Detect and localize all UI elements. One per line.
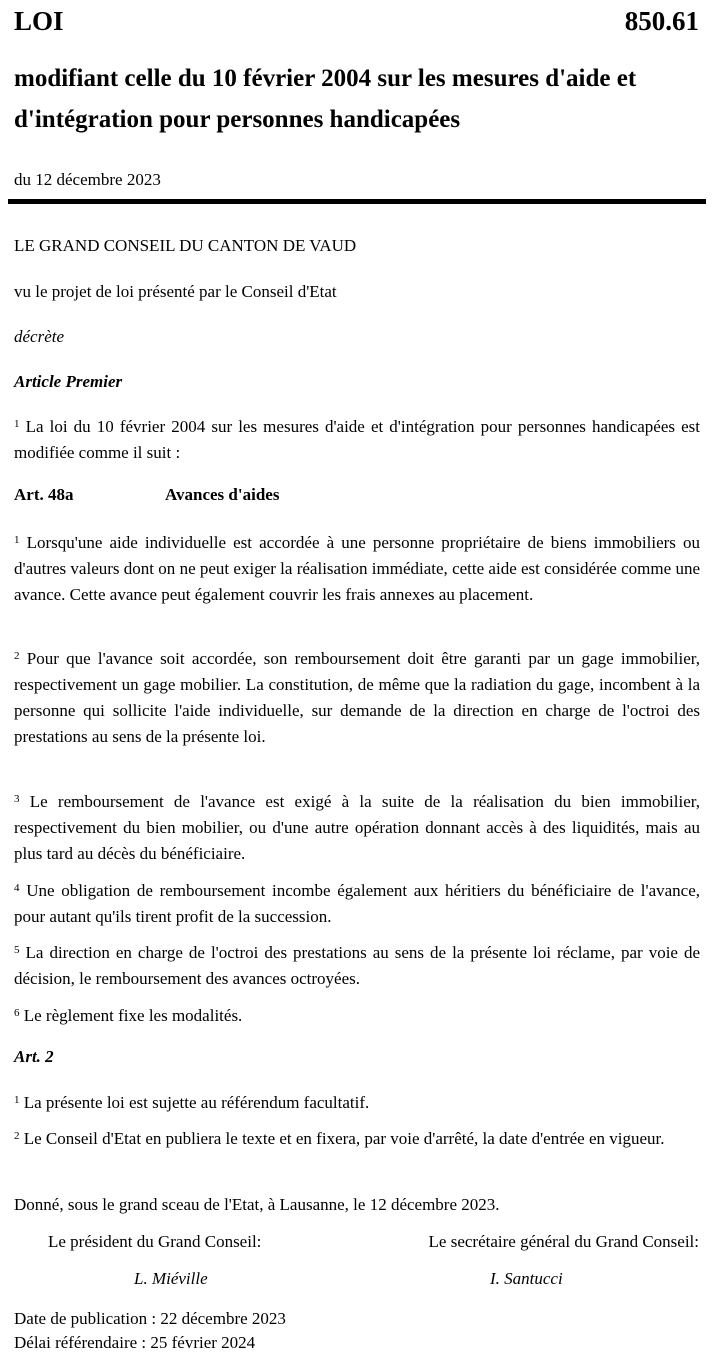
paragraph-text: Une obligation de remboursement incombe également aux héritiers du bénéficiaire de l'avance, pour autant qu'ils tirent profit de la succession. (14, 881, 701, 926)
art-2-paragraph-1 (14, 1090, 700, 1116)
referendum-deadline: Délai référendaire : 25 février 2024 (14, 1333, 256, 1352)
paragraph-number: 6 (14, 1007, 20, 1019)
paragraph-number: 3 (14, 793, 20, 805)
article-premier-heading: Article Premier (14, 372, 123, 391)
paragraph-number: 2 (14, 1130, 20, 1142)
art-48a-paragraph-6 (14, 1003, 700, 1029)
art-2-paragraph-2 (14, 1126, 700, 1152)
art-2-heading: Art. 2 (14, 1047, 54, 1066)
document-type: LOI (14, 6, 64, 36)
paragraph-text: Le remboursement de l'avance est exigé à la suite de la réalisation du bien immobilier, respectivement du bien mobilier, ou d'une autre opération donnant accès à des liquidités, mais au plus tard au décès du bénéficiaire. (14, 792, 701, 863)
art-48a-paragraph-2 (14, 646, 700, 750)
paragraph-text: La loi du 10 février 2004 sur les mesures d'aide et d'intégration pour personnes handicapées est modifiée comme il suit : (14, 417, 700, 462)
preamble-authority: LE GRAND CONSEIL DU CANTON DE VAUD (14, 236, 357, 255)
paragraph-number: 1 (14, 418, 20, 430)
closing-given: Donné, sous le grand sceau de l'Etat, à Lausanne, le 12 décembre 2023. (14, 1195, 500, 1214)
article-premier-paragraph-1 (14, 414, 700, 466)
paragraph-number: 1 (14, 1094, 20, 1106)
paragraph-number: 1 (14, 534, 20, 546)
president-name: L. Miéville (134, 1269, 208, 1288)
document-date: du 12 décembre 2023 (14, 170, 161, 189)
art-48a-number: Art. 48a (14, 485, 74, 504)
paragraph-text: Le règlement fixe les modalités. (23, 1006, 243, 1025)
paragraph-text: Pour que l'avance soit accordée, son remboursement doit être garanti par un gage immobilier, respectivement un gage mobilier. La constitution, de même que la radiation du gage, incombent à la personne qui sollicite l'aide individuelle, sur demande de la direction en charge de l'octroi des prestations au sens de la présente loi. (14, 649, 700, 746)
document-number: 850.61 (624, 6, 699, 36)
secretary-label: Le secrétaire général du Grand Conseil: (428, 1232, 699, 1251)
art-48a-paragraph-4 (14, 878, 700, 930)
preamble-decrees: décrète (14, 327, 65, 346)
publication-date: Date de publication : 22 décembre 2023 (14, 1309, 286, 1328)
paragraph-text: Le Conseil d'Etat en publiera le texte et en fixera, par voie d'arrêté, la date d'entrée en vigueur. (23, 1129, 665, 1148)
art-48a-title: Avances d'aides (165, 485, 280, 504)
document-title: modifiant celle du 10 février 2004 sur les mesures d'aide et d'intégration pour personnes handicapées (14, 65, 637, 133)
header-divider (8, 199, 706, 204)
paragraph-number: 5 (14, 944, 20, 956)
paragraph-text: La présente loi est sujette au référendum facultatif. (23, 1093, 370, 1112)
secretary-name: I. Santucci (490, 1269, 563, 1288)
paragraph-text: La direction en charge de l'octroi des prestations au sens de la présente loi réclame, par voie de décision, le remboursement des avances octroyées. (14, 943, 701, 988)
art-48a-paragraph-3 (14, 789, 700, 867)
paragraph-number: 4 (14, 882, 20, 894)
art-48a-paragraph-5 (14, 940, 700, 992)
preamble-considering: vu le projet de loi présenté par le Conseil d'Etat (14, 282, 337, 301)
president-label: Le président du Grand Conseil: (48, 1232, 262, 1251)
art-48a-paragraph-1 (14, 530, 700, 608)
paragraph-number: 2 (14, 650, 20, 662)
paragraph-text: Lorsqu'une aide individuelle est accordée à une personne propriétaire de biens immobiliers ou d'autres valeurs dont on ne peut exiger la réalisation immédiate, cette aide est considérée comme une avance. Cette avance peut également couvrir les frais annexes au placement. (14, 533, 701, 604)
